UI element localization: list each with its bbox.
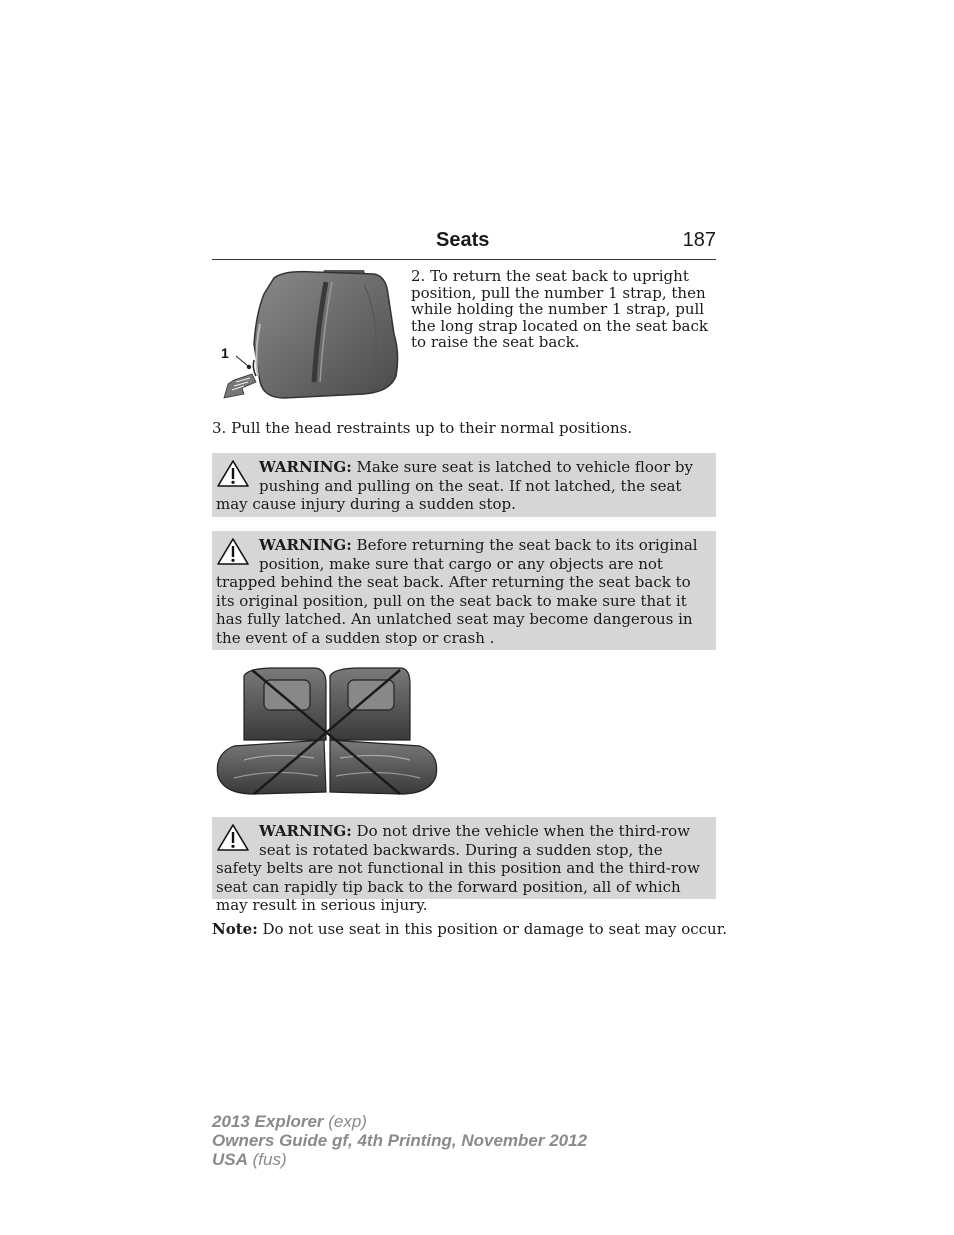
warning-box-3 (212, 817, 716, 915)
warning-text: Before returning the seat back to its original position, make sure that cargo or any objects are not trapped behind the seat back. After returning the seat back to its original position, pull on the seat back to make sure that it has fully latched. An unlatched seat may become dangerous in the event of a sudden stop or crash . (216, 536, 698, 647)
note-label: Note: (212, 920, 258, 938)
footer-line-2 (212, 1131, 587, 1150)
warning-triangle-icon (216, 823, 250, 853)
footer-model: 2013 Explorer (212, 1112, 324, 1131)
strap-callout-label: 1 (221, 345, 229, 361)
rotated-seats-prohibited-illustration (214, 664, 440, 798)
footer-line-1 (212, 1112, 587, 1131)
warning-label: WARNING: (259, 822, 352, 840)
warning-text: Do not drive the vehicle when the third-row seat is rotated backwards. During a sudden stop, the safety belts are not functional in this position and the third-row seat can rapidly tip back to the forward position, all of which may result in serious injury. (216, 822, 700, 915)
footer-market-code: (fus) (247, 1150, 287, 1169)
page-number: 187 (682, 229, 716, 251)
folded-seat-illustration (214, 264, 402, 406)
footer-printing: Owners Guide gf, 4th Printing, November 2012 (212, 1131, 588, 1150)
warning-box-1 (212, 453, 716, 517)
warning-box-2 (212, 531, 716, 650)
section-title: Seats (436, 229, 490, 251)
step-2-text: 2. To return the seat back to upright position, pull the number 1 strap, then while holding the number 1 strap, pull the long strap located on the seat back to raise the seat back. (411, 267, 708, 351)
page-footer (212, 1112, 587, 1169)
footer-line-3 (212, 1150, 587, 1169)
note-body: Do not use seat in this position or damage to seat may occur. (257, 920, 727, 938)
warning-triangle-icon (216, 537, 250, 567)
page-header (212, 229, 716, 260)
warning-triangle-icon (216, 459, 250, 489)
warning-label: WARNING: (259, 458, 352, 476)
warning-label: WARNING: (259, 536, 352, 554)
footer-model-code: (exp) (323, 1112, 367, 1131)
footer-market: USA (212, 1150, 248, 1169)
step-3-text: 3. Pull the head restraints up to their normal positions. (212, 419, 633, 437)
note-text (212, 920, 727, 938)
warning-text: Make sure seat is latched to vehicle floor by pushing and pulling on the seat. If not latched, the seat may cause injury during a sudden stop. (216, 458, 693, 514)
